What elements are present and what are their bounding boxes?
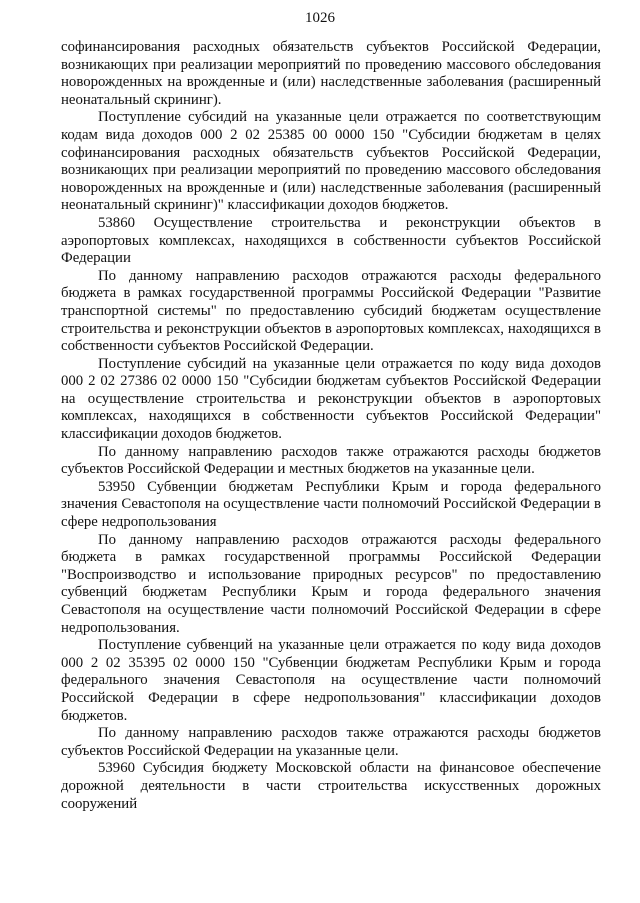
paragraph-2: Поступление субсидий на указанные цели отражается по соответствующим кодам вида доходов 000 2 02 25385 00 0000 150 "Субсидии бюджетам в целях софинансирования расходных обязательств субъектов Российской Федерации, возникающих при реализации мероприятий по проведению массового обследования новорожденных на врожденные и (или) наследственные заболевания (расширенный неонатальный скрининг)" классификации доходов бюджетов. [61,109,601,214]
page-number: 1026 [305,10,335,26]
section-heading-53960: 53960 Субсидия бюджету Московской области на финансовое обеспечение дорожной деятельности в части строительства искусственных дорожных сооружений [61,760,601,812]
paragraph-8: По данному направлению расходов отражаются расходы федерального бюджета в рамках государственной программы Российской Федерации "Воспроизводство и использование природных ресурсов" по предоставлению субвенций бюджетам Республики Крым и города федерального значения Севастополя на осуществление части полномочий Российской Федерации в сфере недропользования. [61,531,601,636]
section-heading-53950: 53950 Субвенции бюджетам Республики Крым и города федерального значения Севастополя на осуществление части полномочий Российской Федерации в сфере недропользования [61,478,601,531]
document-body [61,39,601,813]
paragraph-9: Поступление субвенций на указанные цели отражается по коду вида доходов 000 2 02 35395 02 0000 150 "Субвенции бюджетам Республики Крым и города федерального значения Севастополя на осуществление части полномочий Российской Федерации в сфере недропользования" классификации доходов бюджетов. [61,637,601,724]
paragraph-10: По данному направлению расходов также отражаются расходы бюджетов субъектов Российской Федерации на указанные цели. [61,725,601,759]
paragraph-4: По данному направлению расходов отражаются расходы федерального бюджета в рамках государственной программы Российской Федерации "Развитие транспортной системы" по предоставлению субсидий бюджетам осуществление строительства и реконструкции объектов в аэропортовых комплексах, находящихся в собственности субъектов Российской Федерации. [61,267,601,355]
paragraph-6: По данному направлению расходов также отражаются расходы бюджетов субъектов Российской Федерации и местных бюджетов на указанные цели. [61,443,601,478]
section-heading-53860: 53860 Осуществление строительства и реконструкции объектов в аэропортовых комплексах, находящихся в собственности субъектов Российской Федерации [61,214,601,267]
paragraph-5: Поступление субсидий на указанные цели отражается по коду вида доходов 000 2 02 27386 02 0000 150 "Субсидии бюджетам субъектов Российской Федерации на осуществление строительства и реконструкции объектов в аэропортовых комплексах, находящихся в собственности субъектов Российской Федерации" классификации доходов бюджетов. [61,355,601,443]
paragraph-1: софинансирования расходных обязательств субъектов Российской Федерации, возникающих при реализации мероприятий по проведению массового обследования новорожденных на врожденные и (или) наследственные заболевания (расширенный неонатальный скрининг). [61,39,601,108]
